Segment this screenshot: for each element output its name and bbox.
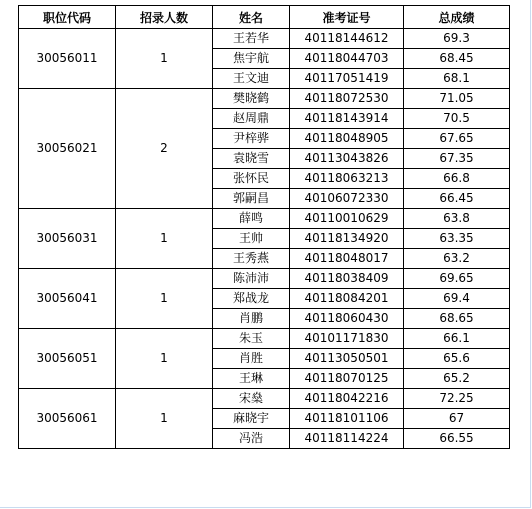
exam-id-cell: 40118101106 (290, 409, 404, 429)
name-cell: 樊晓鹤 (213, 89, 290, 109)
name-cell: 郑战龙 (213, 289, 290, 309)
quota-cell: 1 (116, 29, 213, 89)
position-code-cell: 30056051 (19, 329, 116, 389)
name-cell: 张怀民 (213, 169, 290, 189)
table-row (19, 29, 510, 49)
exam-id-cell: 40118048905 (290, 129, 404, 149)
header-total-score: 总成绩 (404, 6, 510, 29)
score-cell: 72.25 (404, 389, 510, 409)
table-row (19, 389, 510, 409)
name-cell: 宋燊 (213, 389, 290, 409)
name-cell: 冯浩 (213, 429, 290, 449)
score-cell: 67.35 (404, 149, 510, 169)
exam-id-cell: 40118143914 (290, 109, 404, 129)
name-cell: 薛鸣 (213, 209, 290, 229)
quota-cell: 1 (116, 269, 213, 329)
score-cell: 69.4 (404, 289, 510, 309)
score-cell: 68.65 (404, 309, 510, 329)
exam-id-cell: 40118144612 (290, 29, 404, 49)
position-code-cell: 30056031 (19, 209, 116, 269)
score-cell: 65.6 (404, 349, 510, 369)
score-cell: 68.1 (404, 69, 510, 89)
position-code-cell: 30056061 (19, 389, 116, 449)
score-cell: 63.8 (404, 209, 510, 229)
exam-id-cell: 40118038409 (290, 269, 404, 289)
position-code-cell: 30056011 (19, 29, 116, 89)
score-cell: 63.2 (404, 249, 510, 269)
quota-cell: 1 (116, 389, 213, 449)
table-row (19, 209, 510, 229)
header-quota: 招录人数 (116, 6, 213, 29)
table-row (19, 329, 510, 349)
score-cell: 67 (404, 409, 510, 429)
name-cell: 肖鹏 (213, 309, 290, 329)
exam-id-cell: 40118048017 (290, 249, 404, 269)
position-code-cell: 30056021 (19, 89, 116, 209)
name-cell: 陈沛沛 (213, 269, 290, 289)
name-cell: 王琳 (213, 369, 290, 389)
quota-cell: 2 (116, 89, 213, 209)
exam-id-cell: 40113043826 (290, 149, 404, 169)
score-cell: 66.55 (404, 429, 510, 449)
score-cell: 69.65 (404, 269, 510, 289)
name-cell: 麻晓宇 (213, 409, 290, 429)
exam-id-cell: 40106072330 (290, 189, 404, 209)
exam-id-cell: 40118042216 (290, 389, 404, 409)
name-cell: 郭嗣昌 (213, 189, 290, 209)
name-cell: 袁晓雪 (213, 149, 290, 169)
header-name: 姓名 (213, 6, 290, 29)
exam-id-cell: 40118114224 (290, 429, 404, 449)
position-code-cell: 30056041 (19, 269, 116, 329)
exam-id-cell: 40101171830 (290, 329, 404, 349)
table-row (19, 89, 510, 109)
table-row (19, 269, 510, 289)
name-cell: 王帅 (213, 229, 290, 249)
exam-id-cell: 40118070125 (290, 369, 404, 389)
name-cell: 肖胜 (213, 349, 290, 369)
exam-id-cell: 40118044703 (290, 49, 404, 69)
name-cell: 王秀燕 (213, 249, 290, 269)
exam-id-cell: 40118060430 (290, 309, 404, 329)
name-cell: 王若华 (213, 29, 290, 49)
score-cell: 71.05 (404, 89, 510, 109)
score-cell: 65.2 (404, 369, 510, 389)
score-cell: 67.65 (404, 129, 510, 149)
exam-id-cell: 40118072530 (290, 89, 404, 109)
exam-id-cell: 40117051419 (290, 69, 404, 89)
score-cell: 70.5 (404, 109, 510, 129)
name-cell: 赵周鼎 (213, 109, 290, 129)
results-table (18, 5, 510, 449)
score-cell: 69.3 (404, 29, 510, 49)
score-cell: 68.45 (404, 49, 510, 69)
name-cell: 朱玉 (213, 329, 290, 349)
score-cell: 66.8 (404, 169, 510, 189)
exam-id-cell: 40110010629 (290, 209, 404, 229)
exam-id-cell: 40113050501 (290, 349, 404, 369)
header-position-code: 职位代码 (19, 6, 116, 29)
score-cell: 63.35 (404, 229, 510, 249)
exam-id-cell: 40118063213 (290, 169, 404, 189)
score-cell: 66.1 (404, 329, 510, 349)
score-cell: 66.45 (404, 189, 510, 209)
name-cell: 尹梓骅 (213, 129, 290, 149)
quota-cell: 1 (116, 209, 213, 269)
header-exam-id: 准考证号 (290, 6, 404, 29)
exam-id-cell: 40118134920 (290, 229, 404, 249)
exam-id-cell: 40118084201 (290, 289, 404, 309)
header-row (19, 6, 510, 29)
name-cell: 王文迪 (213, 69, 290, 89)
quota-cell: 1 (116, 329, 213, 389)
name-cell: 焦宇航 (213, 49, 290, 69)
